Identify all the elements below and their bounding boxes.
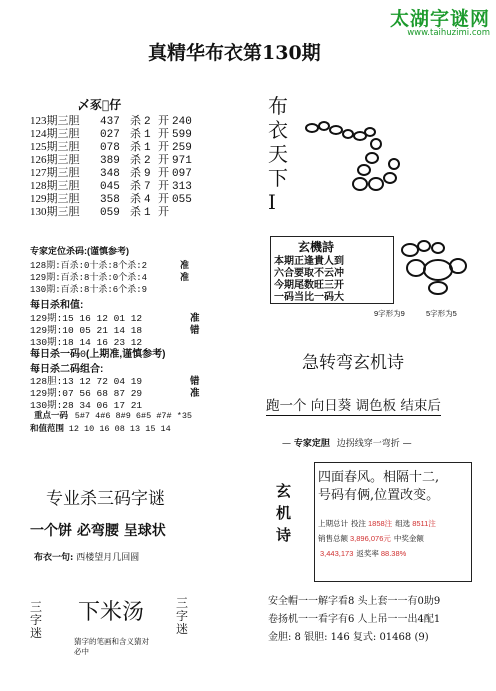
two-row-result: 错 (190, 376, 200, 387)
stat-label2: 组选 (395, 519, 411, 528)
open-label: 开 (158, 115, 169, 127)
focus-line (34, 409, 192, 421)
bottom-right-section (266, 588, 476, 668)
riddle-center: 下米汤 (78, 600, 145, 625)
open-value: 971 (172, 155, 192, 167)
two-header: 每日杀二码组合: (30, 364, 104, 375)
card-header-line: — 专家定胆 边拐线穿一弯折 — (282, 439, 412, 449)
xuanji-card-section (266, 432, 476, 590)
kill-header: 乄豖𨧇仔 (78, 98, 122, 112)
buyi-title: 布衣天下I (268, 94, 288, 214)
kill-period: 129期三胆 (30, 193, 80, 205)
daily-header: 每日杀和值: (30, 300, 84, 311)
logo-title: 太湖字谜网 (389, 8, 490, 30)
stat-row (318, 548, 406, 559)
kill-one-value: 0 (80, 350, 87, 361)
kill-value: 9 (144, 168, 151, 180)
stat-sub: 投注 (351, 519, 366, 528)
poem-line: 一码当比一码大 (274, 292, 344, 303)
chain-figure-9 (302, 120, 402, 220)
expert-row-result: 准 (180, 260, 190, 270)
open-label: 开 (158, 193, 169, 205)
chain-figure-5 (398, 238, 474, 298)
sum-value: 12 10 16 08 13 15 14 (68, 424, 171, 434)
sum-label: 和值范围 (30, 423, 65, 433)
kill-one-header: 每日杀一码 (30, 349, 80, 360)
open-label: 开 (158, 128, 169, 140)
two-row-text: 128胆:13 12 72 04 19 (30, 376, 143, 387)
kill-label: 杀 (130, 115, 141, 127)
stat-label2: 返奖率 (356, 549, 379, 558)
xuanji-poem-title: 玄機詩 (298, 240, 335, 254)
kill-value: 7 (144, 181, 151, 193)
kill-value: 1 (144, 129, 151, 141)
expert-section (30, 244, 240, 434)
jizhuan-answer: 跑一个 向日葵 调色板 结束后 (266, 394, 441, 416)
three-code-line-value: 西楼望月几回圆 (76, 553, 140, 563)
card-side-label: 玄机诗 (276, 482, 292, 544)
kill-value: 2 (144, 155, 151, 167)
two-row-text: 129期:07 56 68 87 29 (30, 388, 143, 399)
kill-label: 杀 (130, 128, 141, 140)
poem-line: 今期尾数旺三开 (274, 280, 344, 291)
stat-row (318, 518, 436, 529)
open-value: 055 (172, 194, 192, 206)
open-value: 259 (172, 142, 192, 154)
open-label: 开 (158, 154, 169, 166)
three-code-line-label: 布衣一句: (34, 553, 74, 563)
two-row-result: 准 (190, 388, 200, 399)
site-logo[interactable] (378, 4, 490, 40)
kill-row (30, 203, 202, 219)
kill-period: 124期三胆 (30, 128, 80, 140)
stat-num2: 88.38% (380, 549, 407, 558)
expert-row-text: 129期:百杀:8十杀:0个杀:4 (30, 273, 148, 283)
stat-label: 上期总计 (318, 519, 348, 528)
poem-line: 六合要取不云冲 (274, 268, 344, 279)
expert-row-text: 128期:百杀:0十杀:8个杀:2 (30, 261, 148, 271)
kill-nums: 059 (100, 207, 120, 219)
kill-label: 杀 (130, 193, 141, 205)
kill-nums: 348 (100, 168, 120, 180)
open-label: 开 (158, 141, 169, 153)
stat-num1: 3,896,076元 (350, 534, 391, 543)
jizhuan-section (266, 340, 476, 430)
stat-num2: 8511注 (412, 519, 436, 528)
card-header-tail: 边拐线穿一弯折 (336, 439, 400, 449)
kill-label: 杀 (130, 180, 141, 192)
kill-period: 123期三胆 (30, 115, 80, 127)
stat-row (318, 533, 426, 544)
kill-period: 126期三胆 (30, 154, 80, 166)
riddle-note: 猜字的笔画和含义猜对必中 (74, 637, 149, 656)
open-value: 240 (172, 116, 192, 128)
daily-row-text: 129期:10 05 21 14 18 (30, 325, 143, 336)
kill-label: 杀 (130, 206, 141, 218)
kill-one-note: (上期准,谨慎参考) (86, 349, 166, 360)
kill-nums: 078 (100, 142, 120, 154)
caption-5: 5字形为5 (426, 309, 457, 318)
open-value: 097 (172, 168, 192, 180)
kill-label: 杀 (130, 154, 141, 166)
open-label: 开 (158, 167, 169, 179)
daily-row-text: 130期:18 14 16 23 12 (30, 337, 143, 348)
card-header: 专家定胆 (293, 439, 330, 449)
daily-row-result: 准 (190, 313, 200, 324)
kill-period: 125期三胆 (30, 141, 80, 153)
poem-line: 本期正逢貴人到 (274, 256, 344, 267)
sum-line (30, 422, 171, 434)
kill-nums: 045 (100, 181, 120, 193)
page-title: 真精华布衣第130期 (148, 42, 321, 64)
open-value: 313 (172, 181, 192, 193)
bottom-right-line: 卷扬机一一看字有6 人上吊一一出4配1 (268, 614, 441, 625)
two-row-text: 130期:28 34 06 17 21 (30, 400, 143, 411)
three-code-subtitle: 一个饼 必弯腰 呈球状 (30, 523, 166, 539)
bottom-right-line: 安全帽一一解字看8 头上套一一有0助9 (268, 596, 441, 607)
bottom-right-line: 金胆: 8 银胆: 146 复式: 01468 (9) (268, 632, 429, 643)
daily-row-result: 错 (190, 325, 200, 336)
kill-section (30, 98, 240, 222)
buyi-section (266, 90, 476, 230)
kill-one-line (30, 345, 165, 361)
kill-nums: 437 (100, 116, 120, 128)
open-value: 599 (172, 129, 192, 141)
caption-9: 9字形为9 (374, 309, 405, 318)
kill-label: 杀 (130, 167, 141, 179)
kill-period: 127期三胆 (30, 167, 80, 179)
stat-num1: 3,443,173 (320, 549, 354, 558)
three-riddle-section (30, 585, 230, 675)
expert-row-result: 准 (180, 272, 190, 282)
expert-row (30, 282, 147, 295)
card-line: 四面春风。相隔十二, (318, 470, 440, 485)
stat-label2: 中奖金额 (393, 534, 424, 543)
jizhuan-title: 急转弯玄机诗 (302, 353, 404, 373)
focus-label: 重点一码 (34, 410, 69, 420)
xuanji-poem-section (266, 236, 476, 326)
kill-nums: 027 (100, 129, 120, 141)
kill-label: 杀 (130, 141, 141, 153)
expert-header: 专家定位杀码:(谨慎参考) (30, 246, 129, 256)
logo-url[interactable]: www.taihuzimi.com (407, 28, 490, 38)
open-label: 开 (158, 206, 169, 218)
daily-row-text: 129期:15 16 12 01 12 (30, 313, 143, 324)
three-code-title: 专业杀三码字谜 (46, 489, 165, 509)
kill-value: 1 (144, 142, 151, 154)
stat-label: 销售总额 (318, 534, 348, 543)
stat-num1: 1858注 (368, 519, 393, 528)
kill-value: 2 (144, 116, 151, 128)
kill-value: 1 (144, 207, 151, 219)
kill-period: 130期三胆 (30, 206, 80, 218)
three-code-line (34, 550, 139, 563)
riddle-right-label: 三字迷 (176, 596, 189, 636)
kill-nums: 358 (100, 194, 120, 206)
riddle-left-label: 三字迷 (30, 600, 43, 640)
expert-row-text: 130期:百杀:8十杀:6个杀:9 (30, 285, 148, 295)
open-label: 开 (158, 180, 169, 192)
three-code-section (30, 478, 230, 568)
card-line: 号码有俩,位置改变。 (318, 488, 440, 503)
kill-value: 4 (144, 194, 151, 206)
focus-value: 5#7 4#6 8#9 6#5 #7# *35 (74, 411, 193, 421)
kill-period: 128期三胆 (30, 180, 80, 192)
kill-nums: 389 (100, 155, 120, 167)
